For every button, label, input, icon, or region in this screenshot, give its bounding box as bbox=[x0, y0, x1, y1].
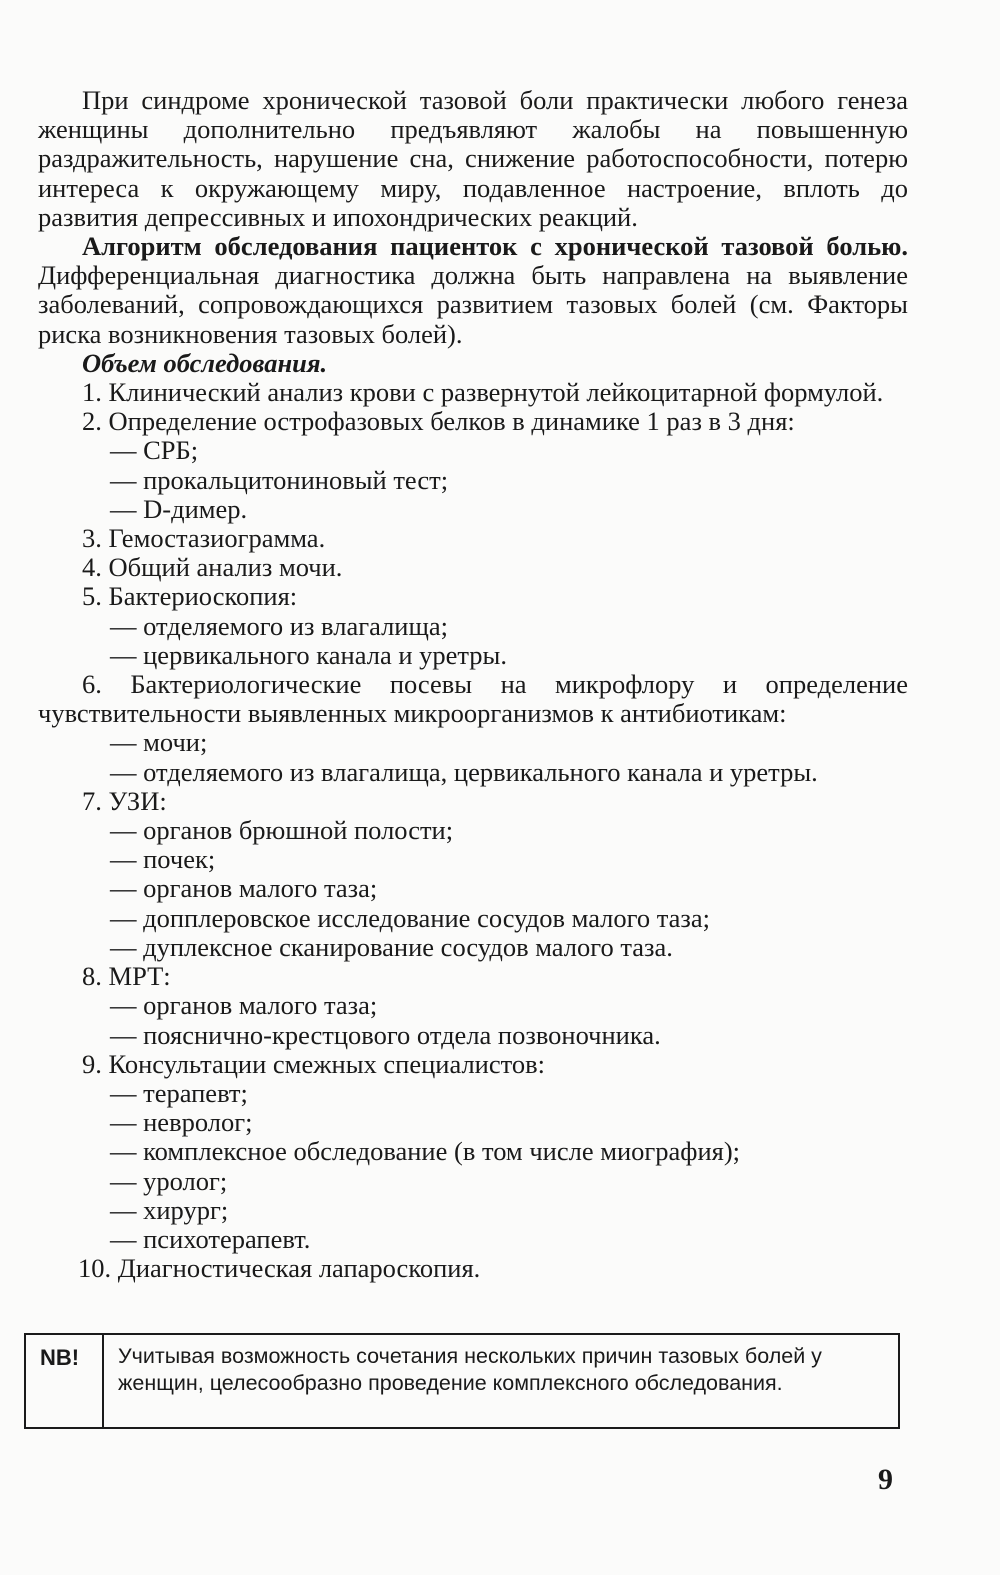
sub-item: — почек; bbox=[110, 844, 216, 875]
sub-item: — пояснично-крестцового отдела позвоночника. bbox=[110, 1019, 661, 1050]
list-item: 2. Определение острофазовых белков в динамике 1 раз в 3 дня: bbox=[82, 406, 795, 437]
sub-item: — органов малого таза; bbox=[110, 990, 378, 1021]
sub-item: — невролог; bbox=[110, 1107, 253, 1138]
list-item: 3. Гемостазиограмма. bbox=[82, 523, 326, 554]
sub-item: — органов малого таза; bbox=[110, 873, 378, 904]
algorithm-text: Дифференциальная диагностика должна быть направлена на выявление заболеваний, сопровождающихся развитием тазовых болей (см. Факторы риска возникновения тазовых болей). bbox=[38, 260, 908, 349]
list-item: 10. Диагностическая лапароскопия. bbox=[78, 1253, 481, 1284]
sub-item: — терапевт; bbox=[110, 1077, 248, 1108]
sub-item: — дуплексное сканирование сосудов малого таза. bbox=[110, 931, 673, 962]
nb-label: NB! bbox=[26, 1335, 104, 1427]
sub-item: — D-димер. bbox=[110, 493, 248, 524]
sub-item: — психотерапевт. bbox=[110, 1223, 311, 1254]
body-text bbox=[38, 86, 908, 1283]
sub-item: — комплексное обследование (в том числе миография); bbox=[110, 1136, 741, 1167]
sub-item: — прокальцитониновый тест; bbox=[110, 464, 449, 495]
sub-item: — мочи; bbox=[110, 727, 208, 758]
sub-item: — СРБ; bbox=[110, 435, 199, 466]
page-number: 9 bbox=[878, 1463, 893, 1496]
sub-item: — хирург; bbox=[110, 1194, 229, 1225]
scope-heading: Объем обследования. bbox=[82, 347, 328, 378]
algorithm-heading: Алгоритм обследования пациенток с хронической тазовой болью. bbox=[82, 231, 908, 262]
list-item: 1. Клинический анализ крови с развернутой лейкоцитарной формулой. bbox=[82, 377, 884, 408]
list-item: 7. УЗИ: bbox=[82, 785, 167, 816]
sub-item: — цервикального канала и уретры. bbox=[110, 639, 507, 670]
sub-item: — органов брюшной полости; bbox=[110, 815, 454, 846]
algorithm-paragraph bbox=[38, 232, 908, 349]
sub-item: — уролог; bbox=[110, 1165, 228, 1196]
sub-item: — отделяемого из влагалища; bbox=[110, 610, 449, 641]
list-item: 5. Бактериоскопия: bbox=[82, 581, 298, 612]
list-item: 6. Бактериологические посевы на микрофлору и определение чувствительности выявленных микроорганизмов к антибиотикам: bbox=[38, 669, 908, 729]
intro-paragraph: При синдроме хронической тазовой боли практически любого генеза женщины дополнительно предъявляют жалобы на повышенную раздражительность, нарушение сна, снижение работоспособности, потерю интереса к окружающему миру, подавленное настроение, вплоть до развития депрессивных и ипохондрических реакций. bbox=[38, 85, 908, 232]
list-item: 8. МРТ: bbox=[82, 961, 171, 992]
list-item: 4. Общий анализ мочи. bbox=[82, 552, 343, 583]
nb-text: Учитывая возможность сочетания нескольких причин тазовых болей у женщин, целесообразно проведение комплексного обследования. bbox=[118, 1344, 822, 1395]
sub-item: — отделяемого из влагалища, цервикального канала и уретры. bbox=[110, 756, 818, 787]
sub-item: — допплеровское исследование сосудов малого таза; bbox=[110, 902, 711, 933]
nb-note-box bbox=[24, 1333, 900, 1429]
list-item: 9. Консультации смежных специалистов: bbox=[82, 1048, 545, 1079]
